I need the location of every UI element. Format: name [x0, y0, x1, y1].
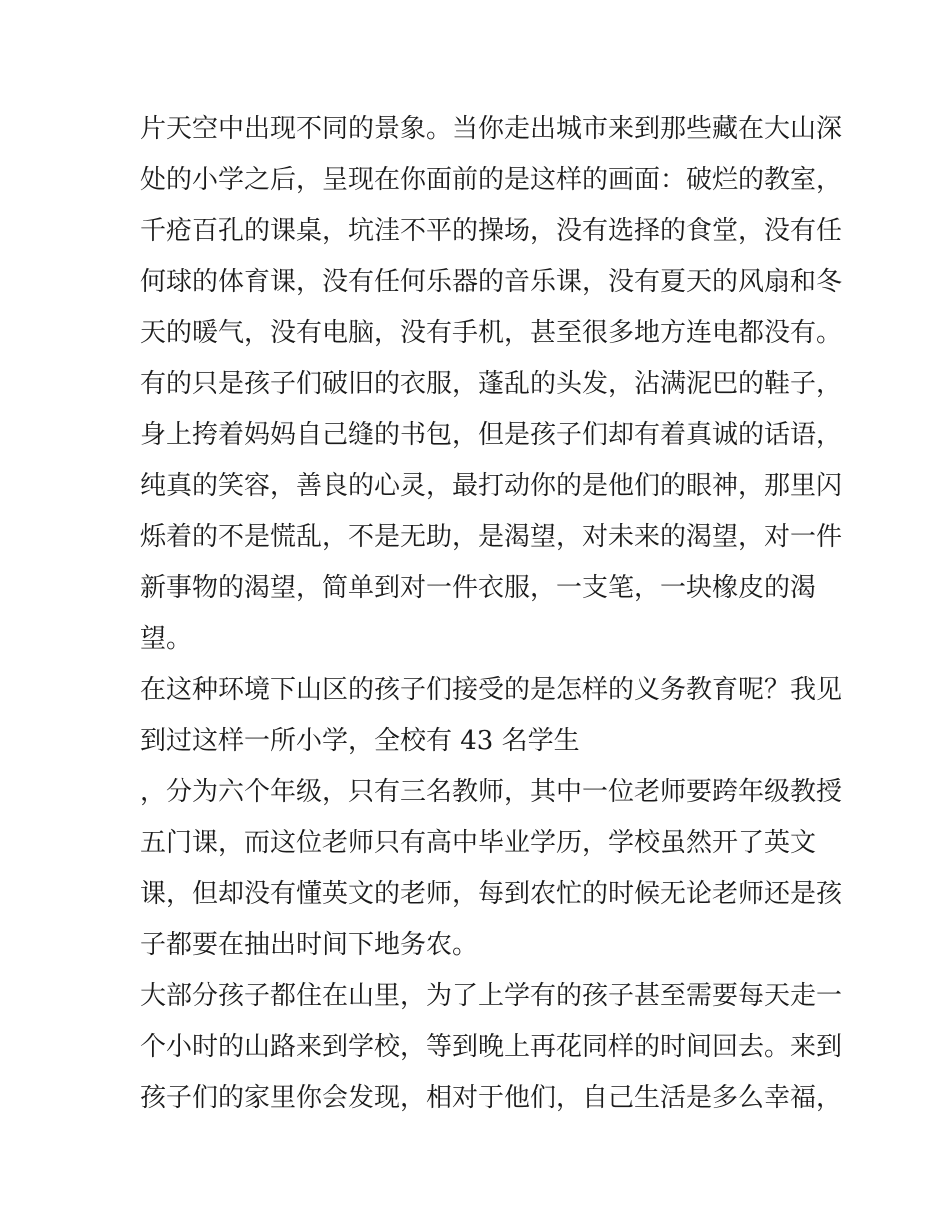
text-line: 片天空中出现不同的景象。当你走出城市来到那些藏在大山深 — [140, 114, 843, 144]
text-line: 孩子们的家里你会发现，相对于他们，自己生活是多么幸福， — [140, 1083, 843, 1113]
text-line: 在这种环境下山区的孩子们接受的是怎样的义务教育呢？我见 — [140, 675, 843, 705]
text-line: 处的小学之后，呈现在你面前的是这样的画面：破烂的教室， — [140, 165, 843, 195]
text-line: 何球的体育课，没有任何乐器的音乐课，没有夏天的风扇和冬 — [140, 267, 843, 297]
text-line: 个小时的山路来到学校，等到晚上再花同样的时间回去。来到 — [140, 1032, 843, 1062]
text-line: 千疮百孔的课桌，坑洼不平的操场，没有选择的食堂，没有任 — [140, 216, 843, 246]
body-text — [140, 104, 843, 1124]
text-line: 天的暖气，没有电脑，没有手机，甚至很多地方连电都没有。 — [140, 318, 843, 348]
text-line: 有的只是孩子们破旧的衣服，蓬乱的头发，沾满泥巴的鞋子， — [140, 369, 843, 399]
text-line: 子都要在抽出时间下地务农。 — [140, 930, 479, 960]
text-line: 纯真的笑容，善良的心灵，最打动你的是他们的眼神，那里闪 — [140, 471, 843, 501]
text-line: 新事物的渴望，简单到对一件衣服，一支笔，一块橡皮的渴 — [140, 573, 817, 603]
text-line: 到过这样一所小学，全校有 43 名学生 — [140, 726, 580, 756]
text-line: ，分为六个年级，只有三名教师，其中一位老师要跨年级教授 — [140, 777, 843, 807]
text-line: 课，但却没有懂英文的老师，每到农忙的时候无论老师还是孩 — [140, 879, 843, 909]
text-line: 身上挎着妈妈自己缝的书包，但是孩子们却有着真诚的话语， — [140, 420, 843, 450]
text-line: 大部分孩子都住在山里，为了上学有的孩子甚至需要每天走一 — [140, 981, 843, 1011]
text-line: 望。 — [140, 624, 193, 654]
text-line: 五门课，而这位老师只有高中毕业学历，学校虽然开了英文 — [140, 828, 817, 858]
text-line: 烁着的不是慌乱，不是无助，是渴望，对未来的渴望，对一件 — [140, 522, 843, 552]
